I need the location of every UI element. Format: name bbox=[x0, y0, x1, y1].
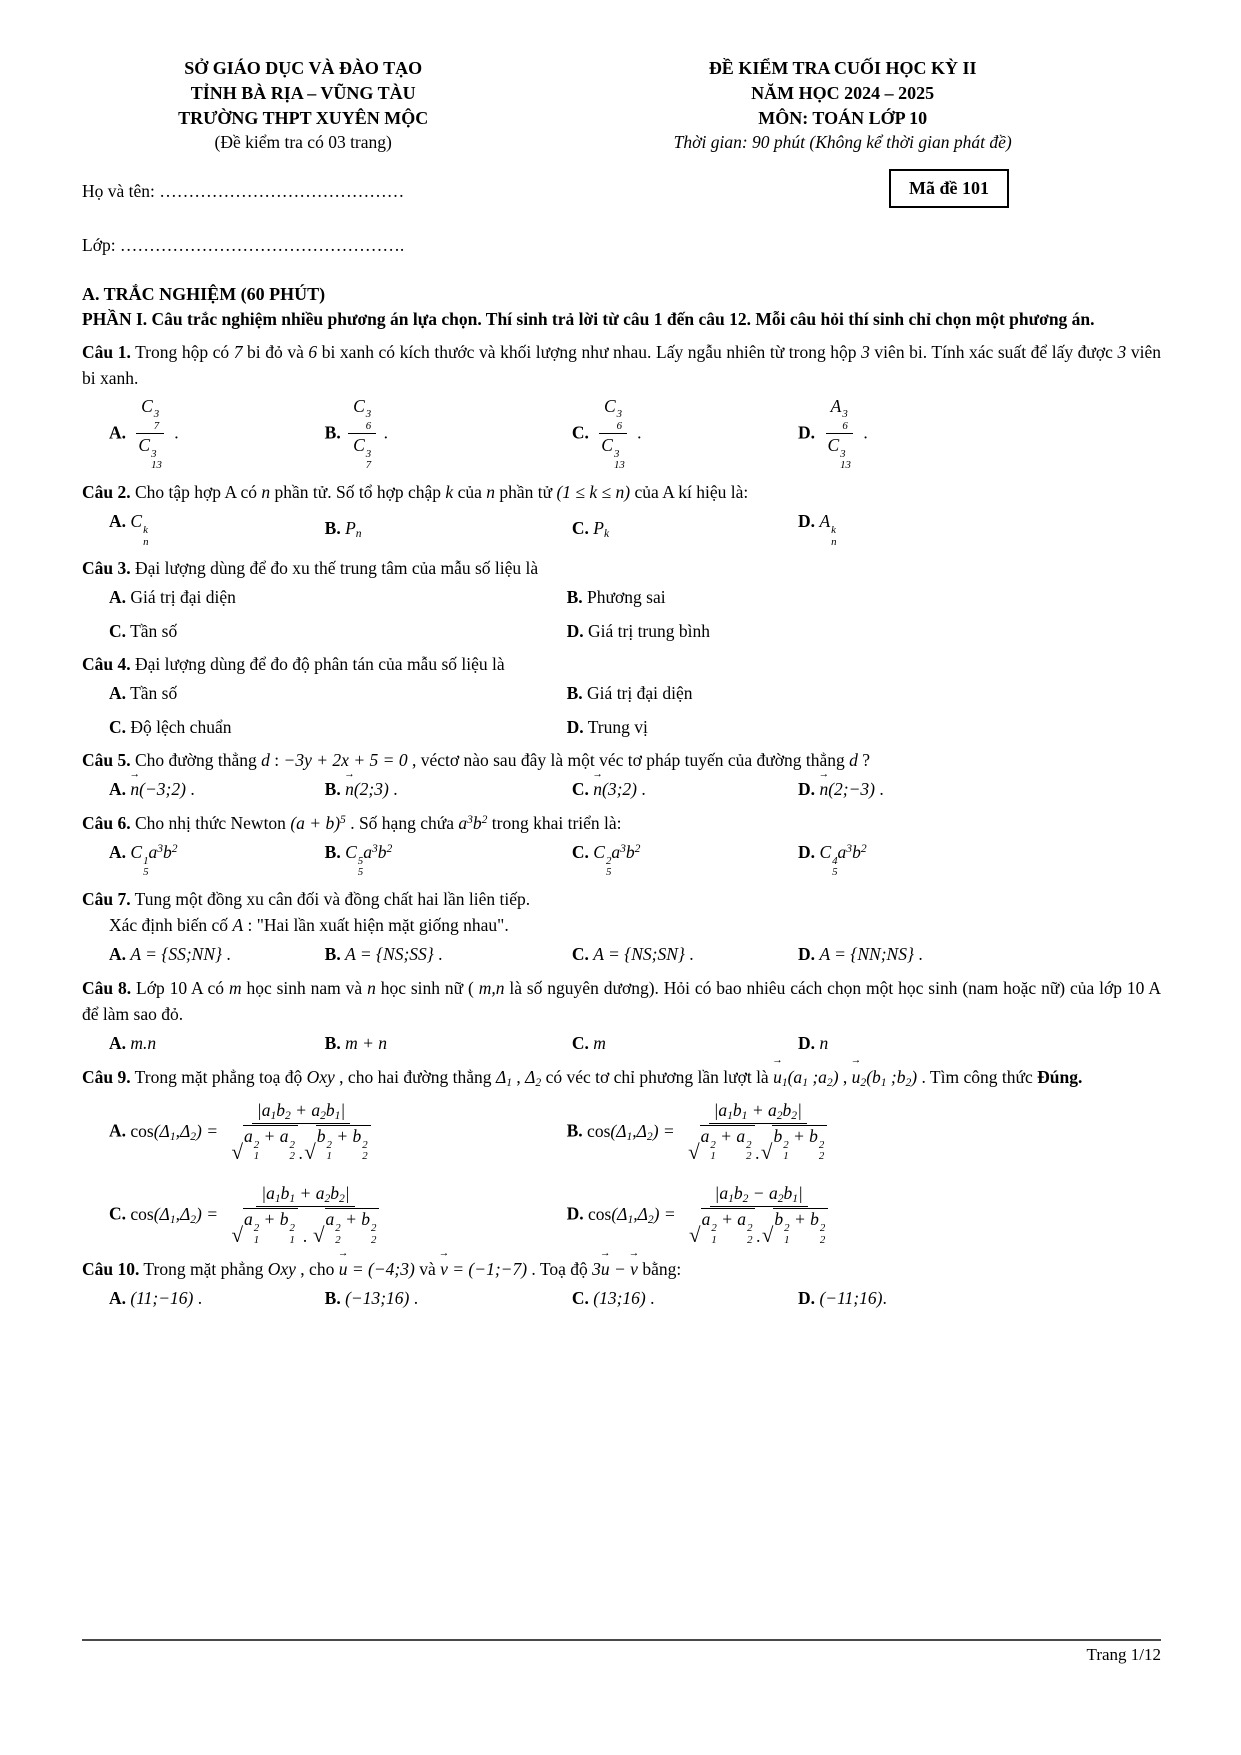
question-3-option-c bbox=[109, 619, 567, 644]
question-2-option-b bbox=[325, 516, 572, 541]
math-expression: Oxy bbox=[306, 1066, 335, 1087]
exam-title: ĐỀ KIỂM TRA CUỐI HỌC KỲ II bbox=[708, 58, 977, 78]
math-expression: C k n bbox=[130, 511, 149, 548]
option-letter: C. bbox=[571, 421, 589, 442]
math-expression: n →(3;2) bbox=[593, 779, 637, 799]
math-expression: k bbox=[445, 482, 454, 503]
question-4-label: Câu 4. bbox=[82, 654, 131, 675]
option-text: n →(2;−3) . bbox=[819, 779, 883, 799]
question-9-option-a bbox=[109, 1100, 567, 1165]
question-7-body-line-1: Câu 7. Tung một đồng xu cân đối và đồng chất hai lần liên tiếp. bbox=[82, 888, 531, 909]
option-text: A = {NS;SS} . bbox=[345, 944, 443, 965]
option-letter: B. bbox=[324, 842, 341, 863]
question-8-option-d bbox=[798, 1031, 1161, 1056]
option-text: C 3 7 C 3 13 . bbox=[130, 422, 178, 442]
math-expression: C 4 5 $a^3b^2$ bbox=[819, 842, 867, 879]
option-text: n →(2;3) . bbox=[345, 779, 397, 799]
page-number: Trang 1/12 bbox=[1086, 1645, 1161, 1664]
option-letter: C. bbox=[571, 1033, 589, 1054]
question-3-option-b bbox=[567, 585, 1161, 610]
option-letter: A. bbox=[109, 1120, 127, 1141]
option-letter: B. bbox=[324, 779, 341, 800]
math-expression: −3y + 2x + 5 = 0 bbox=[283, 750, 408, 771]
question-4-option-b bbox=[567, 681, 1161, 706]
question-1-label: Câu 1. bbox=[82, 342, 131, 362]
question-9-option-b bbox=[567, 1100, 1161, 1165]
option-letter: D. bbox=[566, 1203, 584, 1224]
question-6-option-c bbox=[572, 840, 798, 879]
option-letter: B. bbox=[324, 944, 341, 965]
math-expression: cos(Δ1,Δ2) = |a1b1 + a2b2| √ a 2 1 + a 2 2 . √ b 2 1 + b 2 2 bbox=[587, 1121, 836, 1141]
question-7-option-c bbox=[572, 942, 798, 967]
question-3 bbox=[82, 555, 1161, 644]
math-expression: n →(2;−3) bbox=[819, 779, 875, 799]
math-expression: Δ2 bbox=[525, 1066, 542, 1089]
math-expression: C 3 6 C 3 13 bbox=[593, 422, 633, 442]
option-text bbox=[588, 1183, 837, 1248]
option-letter: C. bbox=[571, 1288, 589, 1309]
option-text: Độ lệch chuẩn bbox=[130, 716, 232, 737]
math-expression: v → = (−1;−7) bbox=[440, 1259, 527, 1279]
option-letter: D. bbox=[798, 944, 816, 965]
radical-sign: √ bbox=[688, 1140, 700, 1165]
subject-line: MÔN: TOÁN LỚP 10 bbox=[758, 107, 928, 128]
math-expression: 3 bbox=[1117, 342, 1127, 362]
option-text: (13;16) . bbox=[593, 1288, 655, 1309]
question-9-options bbox=[109, 1100, 1161, 1248]
math-expression: m bbox=[593, 1033, 606, 1054]
math-expression: m.n bbox=[130, 1033, 157, 1054]
math-expression: cos(Δ1,Δ2) = |a1b2 + a2b1| √ a 2 1 + a 2 2 . √ b 2 1 + b 2 2 bbox=[130, 1121, 379, 1141]
question-1-body-line-1: Câu 1. Trong hộp có 7 bi đỏ và 6 bi xanh có kích thước và khối lượng như nhau. Lấy ngẫu nhiên từ trong hộp 3 viên bi. Tính xác suất để lấy được 3 viên bi xanh. bbox=[82, 342, 1161, 389]
option-text: Giá trị đại diện bbox=[130, 587, 236, 608]
math-expression: A bbox=[232, 915, 244, 936]
option-text bbox=[345, 842, 393, 879]
question-4-options bbox=[109, 681, 1161, 740]
question-7-option-a bbox=[109, 942, 325, 967]
province-name: TỈNH BÀ RỊA – VŨNG TÀU bbox=[190, 82, 416, 103]
option-text: (−13;16) . bbox=[345, 1288, 419, 1309]
section-a-title: A. TRẮC NGHIỆM (60 PHÚT) bbox=[82, 283, 326, 304]
questions-list bbox=[82, 332, 1161, 1314]
math-expression: n →(−3;2) bbox=[130, 779, 186, 799]
option-text: C 3 6 C 3 7 . bbox=[345, 422, 388, 442]
option-letter: A. bbox=[109, 587, 127, 608]
option-letter: B. bbox=[566, 587, 583, 608]
option-letter: A. bbox=[109, 842, 127, 863]
option-letter: C. bbox=[571, 842, 589, 863]
question-1-option-a bbox=[109, 396, 325, 473]
option-letter: C. bbox=[109, 620, 127, 641]
question-8 bbox=[82, 975, 1161, 1057]
option-letter: B. bbox=[324, 518, 341, 539]
option-letter: D. bbox=[566, 620, 584, 641]
option-letter: A. bbox=[109, 511, 127, 532]
math-expression: Δ1 bbox=[495, 1066, 512, 1089]
option-text: n →(3;2) . bbox=[593, 779, 645, 799]
option-text bbox=[593, 518, 609, 538]
radical-sign: √ bbox=[313, 1223, 325, 1248]
option-letter: A. bbox=[109, 779, 127, 800]
option-text: A = {NN;NS} . bbox=[819, 944, 923, 965]
option-text bbox=[593, 842, 641, 879]
question-10-options bbox=[109, 1286, 1161, 1311]
math-expression: cos(Δ1,Δ2) = |a1b2 − a2b1| √ a 2 1 + a 2 2 . √ b 2 1 + b 2 2 bbox=[588, 1204, 837, 1224]
math-expression: C 3 7 C 3 13 bbox=[130, 422, 170, 442]
header-exam-block bbox=[524, 56, 1161, 155]
student-class-line: Lớp: …………………………………………. bbox=[82, 235, 405, 256]
header-school-block bbox=[82, 56, 524, 155]
question-10-option-d bbox=[798, 1286, 1161, 1311]
question-9-body-line-1: Câu 9. Trong mặt phẳng toạ độ Oxy , cho hai đường thẳng Δ1 , Δ2 có véc tơ chỉ phương lần lượt là u →1(a1 ;a2) , u →2(b1 ;b2) . Tìm công thức Đúng. bbox=[82, 1064, 1161, 1090]
math-expression: Pn bbox=[345, 518, 362, 540]
option-text: (11;−16) . bbox=[130, 1288, 203, 1309]
option-letter: B. bbox=[324, 1288, 341, 1309]
option-text bbox=[819, 1033, 828, 1053]
math-expression: 3u → − v → bbox=[592, 1259, 638, 1279]
question-1-option-d bbox=[798, 396, 1161, 473]
question-3-body-line-1: Câu 3. Đại lượng dùng để đo xu thế trung tâm của mẫu số liệu là bbox=[82, 558, 539, 579]
option-letter: D. bbox=[798, 1288, 816, 1309]
question-9-option-d bbox=[567, 1183, 1161, 1248]
student-name-line: Họ và tên: …………………………………… bbox=[82, 180, 405, 201]
option-text: C 3 6 C 3 13 . bbox=[593, 422, 641, 442]
question-6-option-d bbox=[798, 840, 1161, 879]
option-text: A = {NS;SN} . bbox=[593, 944, 694, 965]
question-1 bbox=[82, 339, 1161, 472]
option-letter: D. bbox=[798, 1033, 816, 1054]
math-expression: A = {SS;NN} bbox=[130, 944, 222, 965]
pages-note: (Đề kiểm tra có 03 trang) bbox=[214, 132, 392, 153]
math-expression: 6 bbox=[308, 342, 318, 362]
math-expression: Oxy bbox=[267, 1259, 296, 1280]
math-expression: Pk bbox=[593, 518, 610, 540]
question-3-options bbox=[109, 585, 1161, 644]
option-letter: A. bbox=[109, 944, 127, 965]
radical-sign: √ bbox=[304, 1140, 316, 1165]
question-2-options bbox=[109, 509, 1161, 548]
math-expression: u → = (−4;3) bbox=[339, 1259, 415, 1279]
question-8-body-line-1: Câu 8. Lớp 10 A có m học sinh nam và n học sinh nữ ( m,n là số nguyên dương). Hỏi có bao nhiêu cách chọn một học sinh (nam hoặc nữ) của lớp 10 A để làm sao đỏ. bbox=[82, 977, 1161, 1025]
question-8-label: Câu 8. bbox=[82, 977, 132, 998]
question-10-option-b bbox=[325, 1286, 572, 1311]
option-letter: D. bbox=[798, 842, 816, 863]
option-text: n →(−3;2) . bbox=[130, 779, 194, 799]
duration-note: Thời gian: 90 phút (Không kể thời gian phát đề) bbox=[673, 132, 1012, 153]
option-letter: B. bbox=[324, 421, 341, 442]
math-expression: (−11;16) bbox=[819, 1288, 883, 1309]
option-text: Trung vị bbox=[587, 716, 648, 737]
question-10-body-line-1: Câu 10. Trong mặt phẳng Oxy , cho u → = (−4;3) và v → = (−1;−7) . Toạ độ 3u → − v → bằng: bbox=[82, 1256, 1161, 1282]
radical-sign: √ bbox=[231, 1223, 243, 1248]
option-text: A = {SS;NN} . bbox=[130, 944, 231, 965]
question-7 bbox=[82, 886, 1161, 968]
math-expression: u →2(b1 ;b2) bbox=[852, 1067, 917, 1087]
question-5-option-c bbox=[572, 777, 798, 802]
math-expression: (13;16) bbox=[593, 1288, 646, 1309]
option-letter: C. bbox=[571, 944, 589, 965]
exam-code-box: Mã đề 101 bbox=[889, 169, 1009, 208]
question-5-label: Câu 5. bbox=[82, 750, 131, 771]
question-5 bbox=[82, 747, 1161, 803]
option-text: A 3 6 C 3 13 . bbox=[819, 422, 867, 442]
question-9 bbox=[82, 1064, 1161, 1249]
school-year: NĂM HỌC 2024 – 2025 bbox=[751, 82, 935, 103]
question-3-option-d bbox=[567, 619, 1161, 644]
exam-header bbox=[82, 56, 1161, 155]
option-letter: C. bbox=[571, 779, 589, 800]
option-letter: D. bbox=[798, 511, 816, 532]
math-expression: C 5 5 $a^3b^2$ bbox=[345, 842, 393, 879]
question-4 bbox=[82, 651, 1161, 740]
question-3-option-a bbox=[109, 585, 567, 610]
option-text bbox=[593, 1033, 606, 1053]
radical-sign: √ bbox=[761, 1223, 774, 1248]
question-10-label: Câu 10. bbox=[82, 1259, 140, 1280]
math-expression: cos(Δ1,Δ2) = |a1b1 + a2b2| √ a 2 1 + b 2 1 . √ a 2 2 + b 2 2 bbox=[130, 1204, 388, 1224]
radical-sign: √ bbox=[689, 1223, 701, 1248]
department-name: SỞ GIÁO DỤC VÀ ĐÀO TẠO bbox=[184, 58, 423, 78]
page-footer bbox=[82, 1639, 1161, 1665]
option-letter: C. bbox=[109, 716, 127, 737]
question-2-option-d bbox=[798, 509, 1161, 548]
question-7-options bbox=[109, 942, 1161, 967]
question-4-option-a bbox=[109, 681, 567, 706]
part-1-intro: PHẦN I. Câu trắc nghiệm nhiều phương án lựa chọn. Thí sinh trả lời từ câu 1 đến câu 12. Mỗi câu hỏi thí sinh chỉ chọn một phương án. bbox=[82, 308, 1095, 329]
option-letter: B. bbox=[324, 1033, 341, 1054]
option-letter: D. bbox=[566, 716, 584, 737]
option-letter: D. bbox=[798, 779, 816, 800]
option-text bbox=[587, 1099, 836, 1165]
radical-sign: √ bbox=[760, 1140, 773, 1165]
option-text bbox=[819, 842, 867, 879]
option-letter: A. bbox=[109, 683, 127, 704]
question-6 bbox=[82, 810, 1161, 879]
question-10-option-a bbox=[109, 1286, 325, 1311]
math-expression: u →1(a1 ;a2) bbox=[773, 1067, 838, 1087]
question-9-option-c bbox=[109, 1183, 567, 1248]
question-4-option-d bbox=[567, 715, 1161, 740]
math-expression: $a^3b^2$ bbox=[458, 812, 488, 833]
question-5-option-a bbox=[109, 777, 325, 802]
question-8-option-b bbox=[325, 1031, 572, 1056]
option-letter: A. bbox=[109, 1033, 127, 1054]
math-expression: n bbox=[367, 977, 376, 998]
question-8-option-a bbox=[109, 1031, 325, 1056]
option-text: Tần số bbox=[130, 620, 178, 641]
question-4-body-line-1: Câu 4. Đại lượng dùng để đo độ phân tán của mẫu số liệu là bbox=[82, 654, 505, 675]
math-expression: n bbox=[819, 1033, 829, 1054]
math-expression: n →(2;3) bbox=[345, 779, 389, 799]
option-text bbox=[130, 842, 178, 879]
question-7-label: Câu 7. bbox=[82, 888, 131, 909]
math-expression: A = {NS;SN} bbox=[593, 944, 685, 965]
question-5-option-b bbox=[325, 777, 572, 802]
question-7-option-d bbox=[798, 942, 1161, 967]
question-6-body-line-1: Câu 6. Cho nhị thức Newton $(a + b)^5$ . Số hạng chứa $a^3b^2$ trong khai triển là: bbox=[82, 812, 622, 833]
question-4-option-c bbox=[109, 715, 567, 740]
math-expression: (−13;16) bbox=[345, 1288, 410, 1309]
math-expression: (1 ≤ k ≤ n) bbox=[556, 482, 631, 503]
math-expression: C 1 5 $a^3b^2$ bbox=[130, 842, 178, 879]
question-2-label: Câu 2. bbox=[82, 482, 131, 503]
school-name: TRƯỜNG THPT XUYÊN MỘC bbox=[178, 107, 429, 128]
math-expression: $(a + b)^5$ bbox=[290, 812, 346, 833]
math-expression: C 2 5 $a^3b^2$ bbox=[593, 842, 641, 879]
option-letter: B. bbox=[566, 683, 583, 704]
question-6-label: Câu 6. bbox=[82, 812, 131, 833]
option-text bbox=[345, 518, 361, 538]
math-expression: m bbox=[228, 977, 242, 998]
math-expression: A = {NN;NS} bbox=[819, 944, 914, 965]
question-3-label: Câu 3. bbox=[82, 558, 131, 579]
question-5-option-d bbox=[798, 777, 1161, 802]
question-2-body-line-1: Câu 2. Cho tập hợp A có n phần tử. Số tổ hợp chập k của n phần tử (1 ≤ k ≤ n) của A kí hiệu là: bbox=[82, 482, 749, 503]
question-10-option-c bbox=[572, 1286, 798, 1311]
option-text: Giá trị đại diện bbox=[587, 683, 693, 704]
question-5-options bbox=[109, 777, 1161, 802]
question-8-options bbox=[109, 1031, 1161, 1056]
math-expression: m + n bbox=[345, 1033, 388, 1054]
option-text: Phương sai bbox=[587, 587, 666, 608]
math-expression: C 3 6 C 3 7 bbox=[345, 422, 379, 442]
question-10 bbox=[82, 1256, 1161, 1312]
question-2 bbox=[82, 479, 1161, 548]
math-expression: d bbox=[849, 750, 858, 771]
question-7-option-b bbox=[325, 942, 572, 967]
option-letter: C. bbox=[571, 518, 589, 539]
math-expression: 3 bbox=[861, 342, 870, 362]
radical-sign: √ bbox=[231, 1140, 243, 1165]
math-expression: d bbox=[261, 750, 270, 771]
question-1-option-b bbox=[325, 396, 572, 473]
math-expression: n bbox=[486, 482, 495, 503]
option-text bbox=[819, 511, 837, 548]
option-text bbox=[130, 511, 149, 548]
option-text bbox=[345, 1033, 387, 1053]
option-letter: D. bbox=[798, 421, 816, 442]
math-expression: 7 bbox=[233, 342, 243, 362]
option-letter: B. bbox=[566, 1120, 583, 1141]
math-expression: A = {NS;SS} bbox=[345, 944, 434, 965]
math-expression: n bbox=[261, 482, 271, 503]
question-5-body-line-1: Câu 5. Cho đường thẳng d : −3y + 2x + 5 = 0 , véctơ nào sau đây là một véc tơ pháp tuyến của đường thẳng d ? bbox=[82, 750, 871, 771]
question-9-label: Câu 9. bbox=[82, 1066, 131, 1087]
math-expression: A k n bbox=[819, 511, 837, 548]
option-text bbox=[130, 1033, 156, 1053]
question-2-option-a bbox=[109, 509, 325, 548]
option-letter: C. bbox=[109, 1203, 127, 1224]
option-text bbox=[130, 1099, 379, 1165]
option-text: Tần số bbox=[130, 683, 178, 704]
question-8-option-c bbox=[572, 1031, 798, 1056]
question-6-option-b bbox=[325, 840, 572, 879]
option-letter: A. bbox=[109, 1288, 127, 1309]
option-text: Giá trị trung bình bbox=[588, 620, 710, 641]
question-6-option-a bbox=[109, 840, 325, 879]
option-text: (−11;16). bbox=[819, 1288, 887, 1309]
option-letter: A. bbox=[109, 421, 127, 442]
question-1-options bbox=[109, 396, 1161, 473]
math-expression: m,n bbox=[478, 977, 505, 998]
math-expression: (11;−16) bbox=[130, 1288, 194, 1309]
option-text bbox=[130, 1183, 388, 1248]
question-6-options bbox=[109, 840, 1161, 879]
question-2-option-c bbox=[572, 516, 798, 541]
question-7-body-line-2: Xác định biến cố A : "Hai lần xuất hiện mặt giống nhau". bbox=[109, 915, 509, 936]
math-expression: A 3 6 C 3 13 bbox=[827, 395, 851, 472]
question-1-option-c bbox=[572, 396, 798, 473]
